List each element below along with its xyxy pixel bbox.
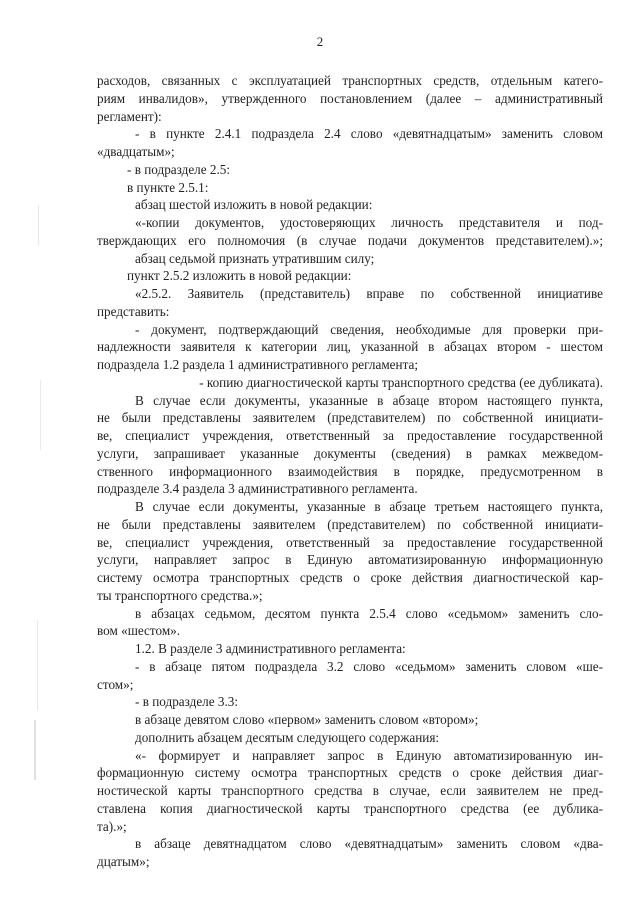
- text-line: регламент):: [97, 108, 162, 124]
- text-line: в абзаце девятнадцатом слово «девятнадцатым» заменить словом «два-: [135, 836, 603, 852]
- text-line: в абзаце девятом слово «первом» заменить словом «втором»;: [135, 712, 479, 727]
- text-line: представить:: [97, 303, 170, 319]
- text-line: ставлена копия диагностической карты транспортного средства (ее дублика-: [97, 800, 603, 816]
- scan-artifact: [37, 620, 38, 710]
- text-line: 1.2. В разделе 3 административного регламента:: [135, 641, 406, 656]
- text-line: - копию диагностической карты транспортного средства (ее дубликата).: [199, 374, 603, 390]
- text-line: В случае если документы, указанные в абзаце третьем настоящего пункта,: [135, 499, 603, 514]
- scan-artifact: [38, 205, 39, 245]
- text-line: формационную систему осмотра транспортных средств о сроке действия диаг-: [97, 765, 603, 781]
- text-line: пункт 2.5.2 изложить в новой редакции:: [127, 268, 352, 284]
- scan-artifact: [34, 720, 36, 780]
- text-line: ственного информационного взаимодействия в порядке, предусмотренном в: [97, 463, 603, 479]
- document-body: [97, 72, 603, 871]
- text-line: тверждающих его полномочия (в случае подачи документов представителем).»;: [97, 232, 603, 248]
- text-line: подразделе 3.4 раздела 3 административного регламента.: [97, 481, 418, 497]
- text-line: - в пункте 2.4.1 подраздела 2.4 слово «девятнадцатым» заменить словом: [135, 126, 603, 142]
- text-line: услуги, запрашивает указанные документы (сведения) в рамках межведом-: [97, 445, 603, 461]
- text-line: не были представлены заявителем (представителем) по собственной инициати-: [97, 410, 603, 426]
- text-line: «- формирует и направляет запрос в Единую автоматизированную ин-: [135, 747, 603, 763]
- text-line: риям инвалидов», утвержденного постановлением (далее – административный: [97, 90, 603, 106]
- text-line: вом «шестом».: [97, 623, 181, 639]
- page-number: 2: [316, 34, 324, 49]
- text-line: - в абзаце пятом подраздела 3.2 слово «седьмом» заменить словом «ше-: [135, 658, 603, 674]
- text-line: расходов, связанных с эксплуатацией транспортных средств, отдельным катего-: [97, 73, 603, 88]
- text-line: «-копии документов, удостоверяющих личность представителя и под-: [135, 215, 603, 230]
- text-line: не были представлены заявителем (представителем) по собственной инициати-: [97, 516, 603, 532]
- text-line: - в подразделе 3.3:: [135, 694, 239, 710]
- text-line: систему осмотра транспортных средств о сроке действия диагностической кар-: [97, 570, 603, 585]
- text-line: надлежности заявителя к категории лиц, указанной в абзацах втором - шестом: [97, 339, 603, 355]
- text-line: дополнить абзацем десятым следующего содержания:: [135, 729, 440, 745]
- text-line: в абзацах седьмом, десятом пункта 2.5.4 слово «седьмом» заменить сло-: [135, 605, 603, 621]
- text-line: ты транспортного средства.»;: [97, 587, 263, 603]
- text-line: - документ, подтверждающий сведения, необходимые для проверки при-: [135, 321, 603, 337]
- text-line: ве, специалист учреждения, ответственный за предоставление государственной: [97, 534, 603, 550]
- scan-artifact: [40, 380, 41, 450]
- text-line: - в подразделе 2.5:: [127, 161, 231, 177]
- text-line: абзац шестой изложить в новой редакции:: [135, 197, 373, 213]
- text-line: в пункте 2.5.1:: [127, 179, 209, 195]
- text-line: дцатым»;: [97, 854, 150, 869]
- text-line: В случае если документы, указанные в абзаце втором настоящего пункта,: [135, 392, 603, 408]
- text-line: «двадцатым»;: [97, 144, 175, 159]
- text-line: стом»;: [97, 676, 134, 692]
- text-line: та).»;: [97, 818, 127, 834]
- text-line: услуги, направляет запрос в Единую автоматизированную информационную: [97, 552, 603, 568]
- text-line: абзац седьмой признать утратившим силу;: [135, 250, 375, 266]
- text-line: подраздела 1.2 раздела 1 административного регламента;: [97, 357, 419, 372]
- text-line: «2.5.2. Заявитель (представитель) вправе по собственной инициативе: [135, 286, 603, 301]
- text-line: ве, специалист учреждения, ответственный за предоставление государственной: [97, 428, 603, 443]
- text-line: ностической карты транспортного средства в случае, если заявителем не пред-: [97, 783, 603, 798]
